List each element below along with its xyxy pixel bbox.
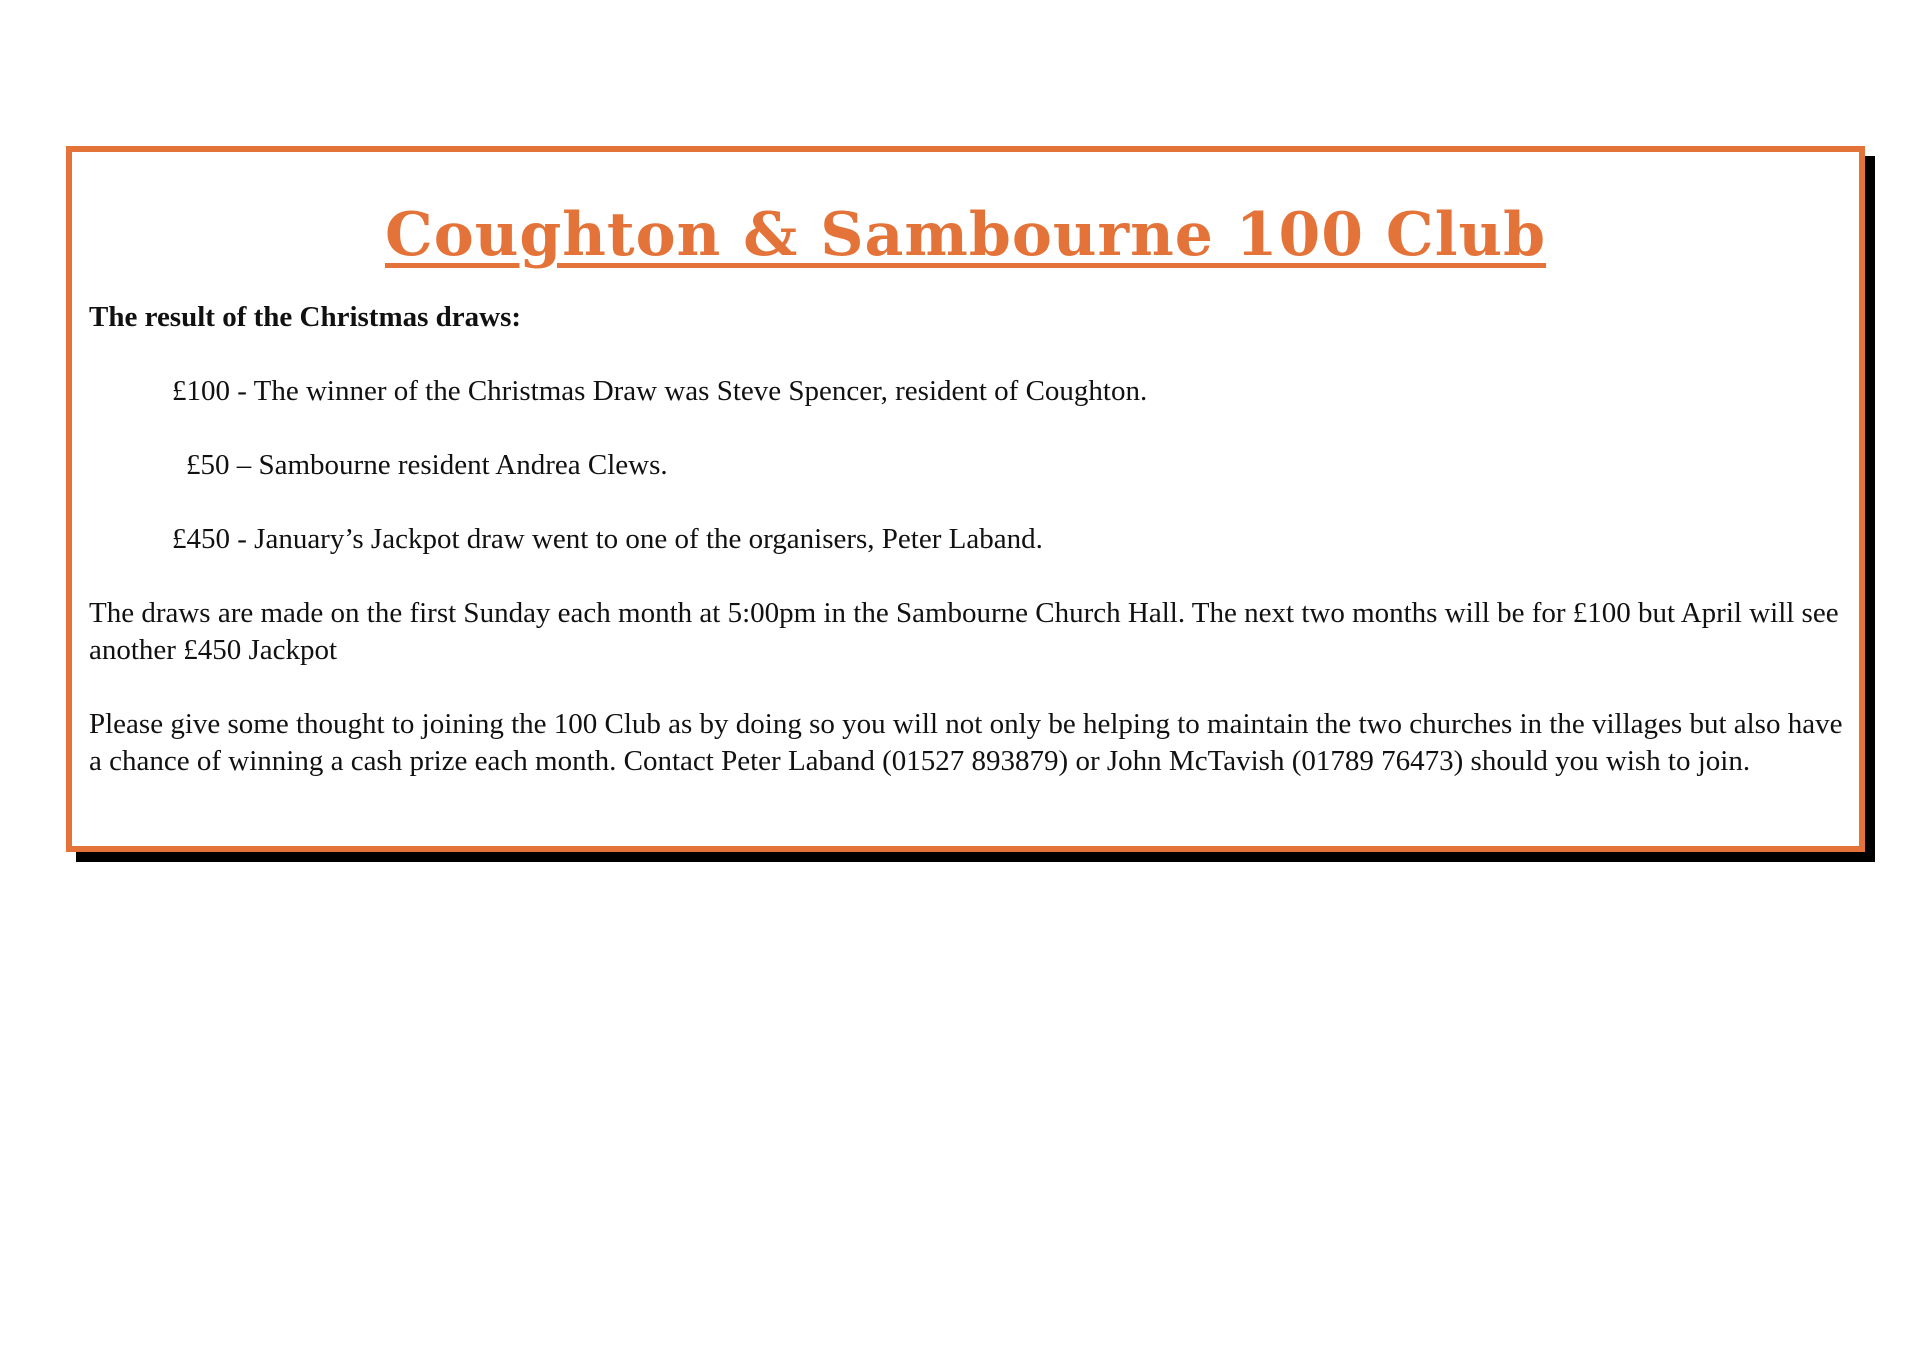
join-invitation-paragraph: Please give some thought to joining the 100 Club as by doing so you will not only be helping to maintain the two churches in the villages but also have a chance of winning a cash prize each month. Contact Peter Laband (01527 893879) or John McTavish (01789 76473) should you wish to join. (89, 708, 1843, 777)
prize-line-50: £50 – Sambourne resident Andrea Clews. (186, 449, 668, 481)
notice-title: Coughton & Sambourne 100 Club (384, 200, 1547, 270)
notice-box (66, 146, 1865, 852)
draw-schedule-paragraph: The draws are made on the first Sunday each month at 5:00pm in the Sambourne Church Hall. The next two months will be for £100 but April will see another £450 Jackpot (89, 597, 1839, 666)
results-subheading: The result of the Christmas draws: (89, 301, 522, 333)
prize-line-450: £450 - January’s Jackpot draw went to one of the organisers, Peter Laband. (172, 523, 1043, 555)
prize-line-100: £100 - The winner of the Christmas Draw was Steve Spencer, resident of Coughton. (172, 375, 1148, 407)
